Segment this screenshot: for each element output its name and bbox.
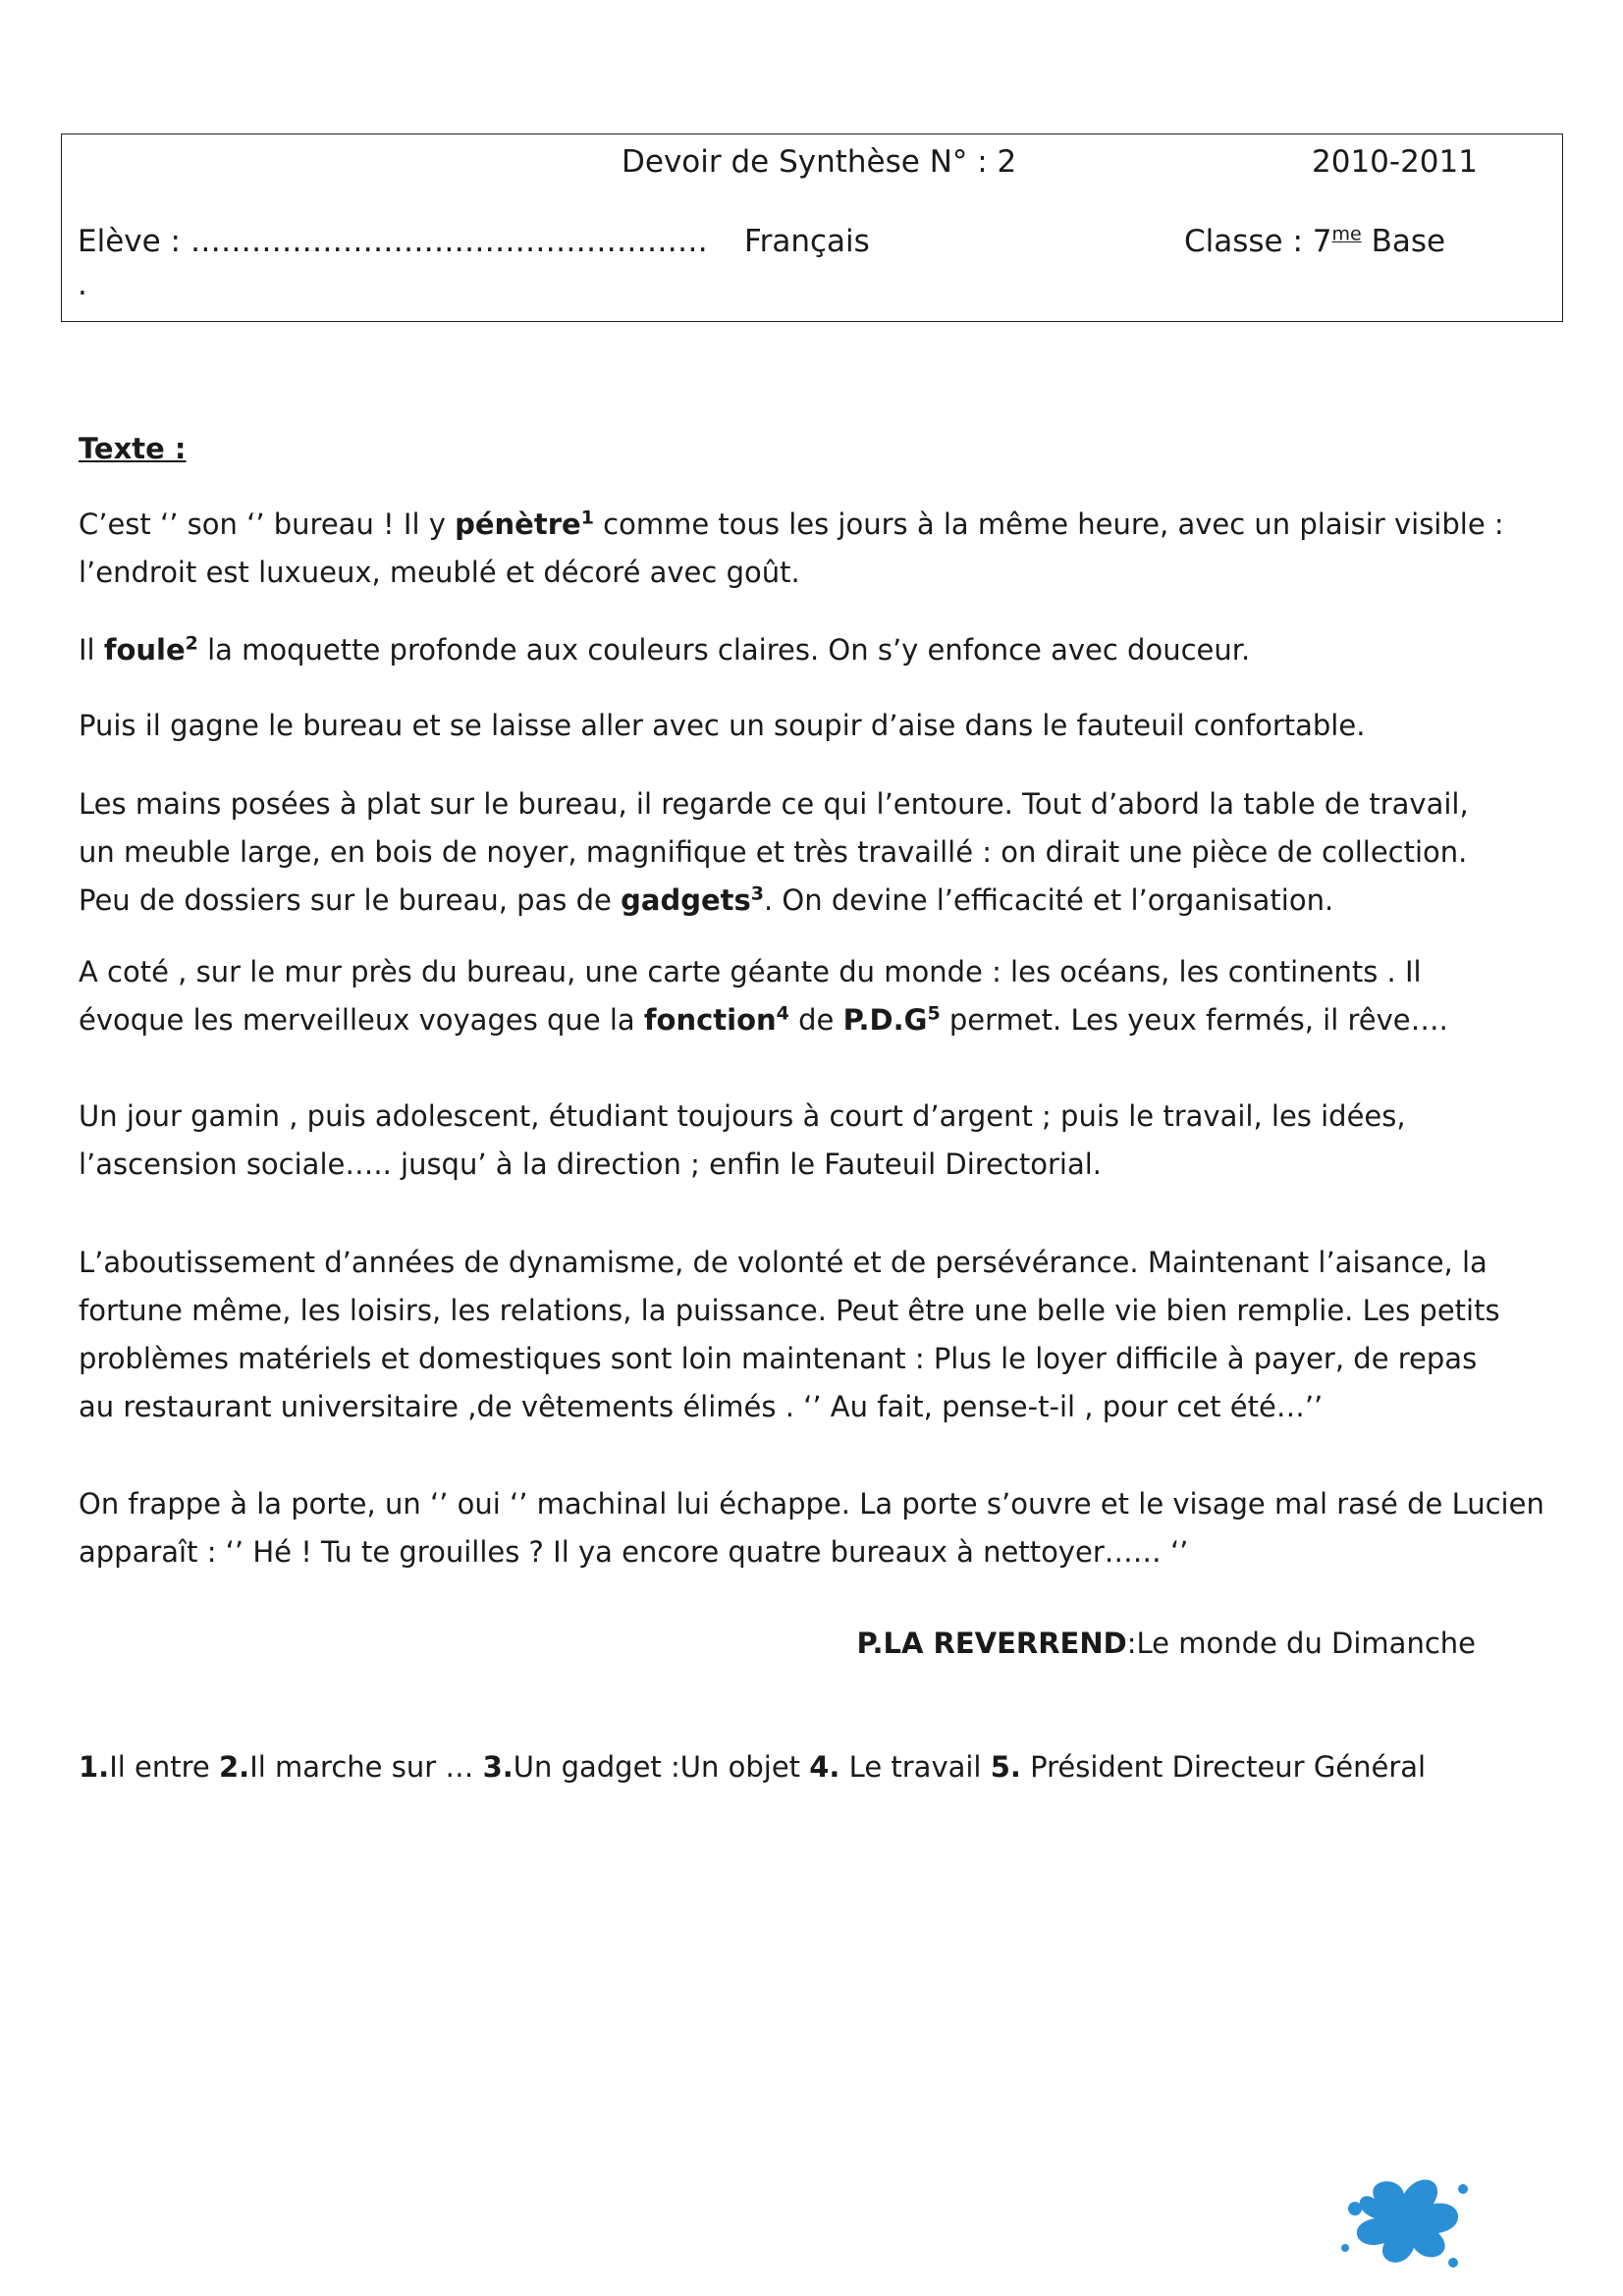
devoir-tn-logo (1227, 2169, 1620, 2296)
source-citation (857, 1627, 1476, 1660)
footnote-item: 4. Le travail (809, 1750, 991, 1784)
paragraph-3: Puis il gagne le bureau et se laisse aller avec un soupir d’aise dans le fauteuil confortable. (79, 709, 1366, 742)
school-year: 2010-2011 (1312, 144, 1478, 180)
exam-title: Devoir de Synthèse N° : 2 (622, 144, 1017, 180)
class-label: Classe : $7^{me}$ Base (1184, 223, 1446, 259)
text-title: Texte : (79, 432, 187, 465)
paragraph-5: A coté , sur le mur près du bureau, une carte géante du monde : les océans, les continents . Il évoque les merveilleux voyages que la fonction$^4$ de P.D.G$^5$ permet. Les yeux fermés, il rêve…. (79, 955, 1448, 1037)
header-dot: . (78, 267, 87, 302)
header-box (61, 133, 1563, 322)
paragraph-2: Il foule$^2$ la moquette profonde aux couleurs claires. On s’y enfonce avec douceur. (79, 632, 1251, 667)
subject: Français (744, 224, 870, 259)
paragraph-4: Les mains posées à plat sur le bureau, il regarde ce qui l’entoure. Tout d’abord la table de travail, un meuble large, en bois de noyer, magnifique et très travaillé : on dirait une pièce de collection. Peu de dossiers sur le bureau, pas de gadgets$^3$. On devine l’efficacité et l’organisation. (79, 787, 1469, 917)
footnote-item: 5. Président Directeur Général (990, 1750, 1427, 1784)
footnote-item: 3.Un gadget :Un objet (482, 1750, 810, 1784)
footnote-item: 1.Il entre (79, 1750, 219, 1784)
student-label: Elève : …………………………………………… (78, 224, 708, 259)
footnotes (79, 1750, 1426, 1784)
paragraph-7: L’aboutissement d’années de dynamisme, de volonté et de persévérance. Maintenant l’aisance, la fortune même, les loisirs, les relations, la puissance. Peut être une belle vie bien remplie. Les petits problèmes matériels et domestiques sont loin maintenant : Plus le loyer difficile à payer, de repas au restaurant universitaire ,de vêtements élimés . ‘’ Au fait, pense-t-il , pour cet été…’’ (79, 1246, 1500, 1423)
paragraph-1: C’est ‘’ son ‘’ bureau ! Il y pénètre$^1$ comme tous les jours à la même heure, avec un plaisir visible : l’endroit est luxueux, meublé et décoré avec goût. (79, 507, 1504, 589)
source-work: :Le monde du Dimanche (1126, 1627, 1476, 1660)
source-author: P.LA REVERREND (856, 1627, 1127, 1660)
footnote-item: 2.Il marche sur … (218, 1750, 483, 1784)
paragraph-6: Un jour gamin , puis adolescent, étudiant toujours à court d’argent ; puis le travail, les idées, l’ascension sociale….. jusqu’ à la direction ; enfin le Fauteuil Directorial. (79, 1099, 1406, 1181)
paragraph-8: On frappe à la porte, un ‘’ oui ‘’ machinal lui échappe. La porte s’ouvre et le visage mal rasé de Lucien apparaît : ‘’ Hé ! Tu te grouilles ? Il ya encore quatre bureaux à nettoyer…… ‘’ (79, 1487, 1544, 1569)
